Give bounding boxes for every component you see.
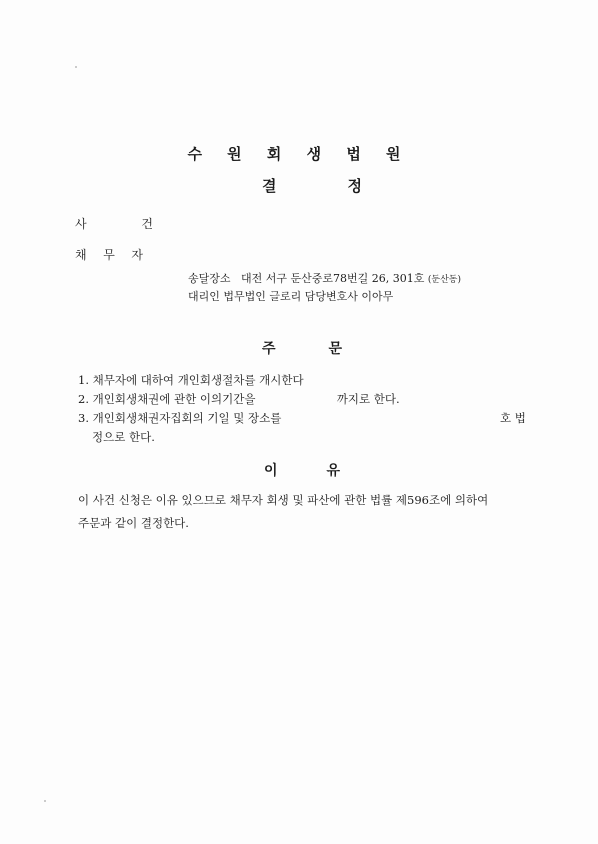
scan-speck — [44, 800, 46, 802]
debtor-label-char: 자 — [131, 248, 145, 262]
title-char: 정 — [347, 177, 362, 195]
case-label-char: 사 — [75, 217, 89, 231]
reason-line-2: 주문과 같이 결정한다. — [78, 516, 189, 530]
service-address-value: 대전 서구 둔산중로78번길 26, 301호 — [241, 272, 425, 285]
reason-heading — [264, 460, 340, 480]
court-name: 수 원 회 생 법 원 — [187, 145, 411, 163]
order-heading-char: 문 — [328, 341, 342, 357]
service-address-label: 송달장소 — [188, 272, 231, 285]
case-label-char: 건 — [141, 217, 155, 231]
agent-line: 대리인 법무법인 글로리 담당변호사 이아무 — [188, 290, 394, 303]
debtor-label-char: 무 — [103, 248, 117, 262]
reason-heading-char: 유 — [326, 463, 340, 479]
service-address-note: (둔산동) — [427, 275, 461, 285]
order-heading — [262, 338, 342, 358]
document-title — [262, 175, 362, 196]
debtor-label-char: 채 — [75, 248, 89, 262]
reason-heading-char: 이 — [264, 463, 278, 479]
order-item-2 — [78, 391, 400, 407]
order-item-1: 1. 채무자에 대하여 개인회생절차를 개시한다 — [78, 373, 304, 387]
order-item-2-text: 2. 개인회생채권에 관한 이의기간을 — [78, 392, 256, 406]
service-address — [188, 270, 461, 286]
reason-line-1: 이 사건 신청은 이유 있으므로 채무자 회생 및 파산에 관한 법률 제596조에 의하여 — [78, 493, 489, 507]
order-item-3-tail: 호 법 — [500, 411, 526, 425]
case-label — [75, 215, 155, 232]
title-char: 결 — [262, 177, 277, 195]
order-item-3-continuation: 정으로 한다. — [92, 430, 155, 444]
order-item-3: 3. 개인회생채권자집회의 기일 및 장소를 — [78, 411, 282, 425]
scan-speck — [75, 66, 77, 68]
debtor-label — [75, 246, 145, 263]
order-heading-char: 주 — [262, 341, 276, 357]
order-item-2-tail: 까지로 한다. — [336, 392, 400, 406]
